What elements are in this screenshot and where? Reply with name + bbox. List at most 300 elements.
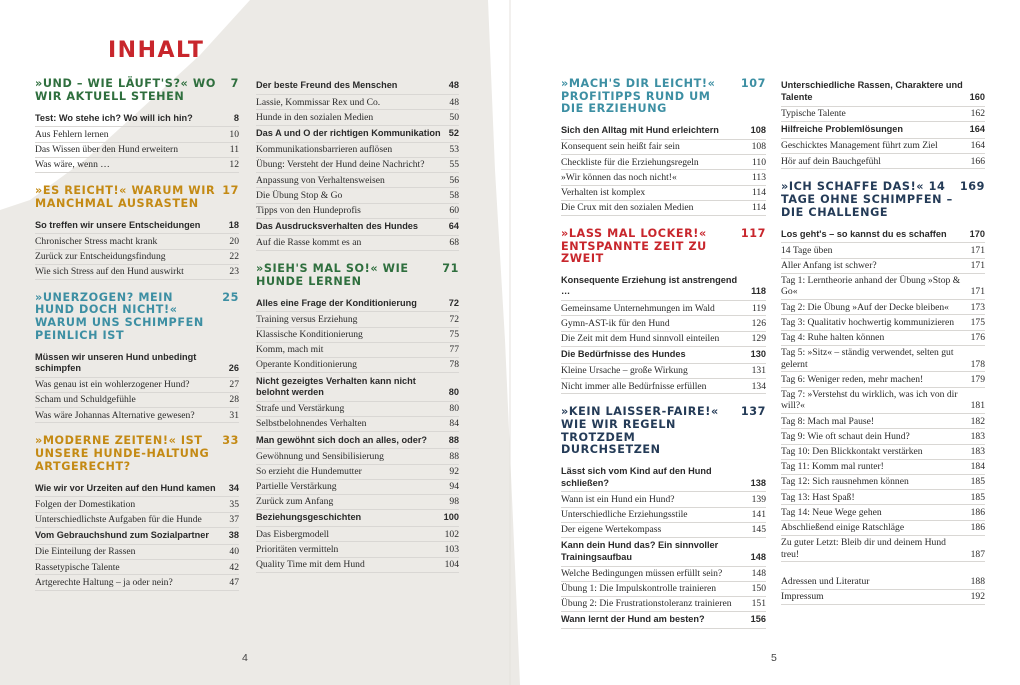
entry-title: Training versus Erziehung (256, 313, 358, 325)
chapter-page: 71 (442, 262, 459, 276)
chapter-heading (561, 228, 766, 266)
entry-title: Tag 5: »Sitz« – ständig verwendet, selten gut gelernt (781, 347, 954, 370)
toc-entry (256, 236, 459, 251)
entry-page: 134 (751, 380, 766, 392)
entry-page: 164 (969, 124, 985, 135)
toc-column-3 (561, 78, 766, 641)
entry-page: 8 (233, 112, 239, 123)
entry-title: Checkliste für die Erziehungsregeln (561, 156, 699, 168)
entry-title: Gewöhnung und Sensibilisierung (256, 450, 384, 462)
entry-title: Test: Wo stehe ich? Wo will ich hin? (35, 112, 193, 123)
entry-page: 162 (970, 107, 985, 119)
entry-title: Hilfreiche Problemlösungen (781, 124, 904, 135)
entry-page: 156 (750, 614, 766, 625)
toc-subheading (256, 373, 459, 402)
entry-page: 100 (443, 512, 459, 523)
chapter-page: 107 (740, 77, 766, 90)
toc-column-2 (256, 78, 459, 585)
entry-title: 14 Tage üben (781, 244, 833, 256)
entry-title: Das Wissen über den Hund erweitern (35, 143, 179, 155)
entry-page: 55 (449, 159, 459, 171)
entry-page: 50 (449, 111, 459, 123)
toc-subheading (561, 347, 766, 364)
entry-title: Tag 7: »Verstehst du wirklich, was ich von dir will?« (781, 389, 958, 412)
chapter-heading (35, 185, 239, 210)
entry-title: Unterschiedliche Erziehungsstile (561, 508, 688, 520)
entry-title: Vom Gebrauchshund zum Sozialpartner (35, 530, 209, 541)
toc-entry (35, 545, 239, 560)
toc-section (35, 435, 239, 590)
entry-title: Das A und O der richtigen Kommunikation (256, 127, 441, 138)
toc-column-1 (35, 78, 239, 603)
entry-title: Strafe und Verstärkung (256, 403, 345, 415)
toc-entry (561, 301, 766, 316)
toc-entry (781, 388, 985, 415)
toc-entry (781, 475, 985, 490)
entry-page: 184 (970, 461, 985, 473)
entry-title: Unterschiedliche Rassen, Charaktere und Talente (781, 80, 963, 102)
entry-page: 119 (751, 302, 766, 314)
toc-entry (781, 490, 985, 505)
toc-section (35, 292, 239, 424)
entry-title: Wie sich Stress auf den Hund auswirkt (35, 266, 184, 278)
toc-entry (35, 378, 239, 393)
entry-title: Beziehungsgeschichten (256, 512, 362, 523)
entry-page: 103 (444, 543, 459, 555)
toc-entry (256, 542, 459, 557)
entry-page: 173 (970, 301, 985, 313)
chapter-page: 7 (230, 77, 239, 90)
entry-page: 35 (229, 498, 239, 510)
toc-entry (35, 158, 239, 173)
toc-subheading (35, 528, 239, 545)
entry-title: Das Eisbergmodell (256, 528, 330, 540)
entry-title: Das Ausdrucksverhalten des Hundes (256, 221, 419, 232)
entry-title: Lassie, Kommissar Rex und Co. (256, 96, 381, 108)
entry-title: Anpassung von Verhaltensweisen (256, 174, 385, 186)
entry-title: So erzieht die Hundemutter (256, 465, 362, 477)
entry-page: 94 (449, 481, 459, 493)
toc-section (561, 78, 766, 216)
entry-title: Zu guter Letzt: Bleib dir und deinem Hund treu! (781, 537, 946, 560)
chapter-page: 25 (222, 290, 239, 304)
entry-page: 145 (751, 524, 766, 536)
entry-page: 23 (229, 266, 239, 278)
entry-page: 40 (229, 546, 239, 558)
toc-entry (781, 445, 985, 460)
toc-section (35, 78, 239, 173)
entry-title: Tag 4: Ruhe halten können (781, 332, 885, 344)
entry-page: 42 (229, 561, 239, 573)
toc-subheading (256, 126, 459, 143)
toc-entry (781, 259, 985, 274)
toc-entry (561, 155, 766, 170)
entry-title: Operante Konditionierung (256, 359, 357, 371)
entry-title: Quality Time mit dem Hund (256, 559, 365, 571)
chapter-title: »UNERZOGEN? MEIN HUND DOCH NICHT!« WARUM UNS SCHIMPFEN PEINLICH IST (35, 290, 204, 342)
entry-page: 183 (970, 445, 985, 457)
chapter-heading (35, 435, 239, 473)
toc-entry (781, 505, 985, 520)
toc-section (256, 263, 459, 573)
entry-title: Die Bedürfnisse des Hundes (561, 349, 686, 360)
entry-page: 31 (229, 409, 239, 421)
toc-subheading (35, 217, 239, 234)
chapter-page: 33 (222, 434, 239, 448)
entry-page: 164 (970, 140, 985, 152)
entry-title: Was wäre, wenn … (35, 159, 110, 171)
entry-title: Konsequent sein heißt fair sein (561, 141, 680, 153)
entry-title: Der beste Freund des Menschen (256, 80, 398, 91)
entry-title: Scham und Schuldgefühle (35, 394, 136, 406)
toc-entry (781, 414, 985, 429)
entry-title: Welche Bedingungen müssen erfüllt sein? (561, 567, 723, 579)
contents-heading: INHALT (108, 38, 205, 63)
toc-entry (256, 188, 459, 203)
entry-title: Konsequente Erziehung ist anstrengend … (561, 275, 738, 297)
toc-entry (781, 315, 985, 330)
entry-title: Nicht immer alle Bedürfnisse erfüllen (561, 380, 707, 392)
entry-title: »Wir können das noch nicht!« (561, 171, 677, 183)
toc-subheading (561, 273, 766, 302)
entry-page: 179 (970, 373, 985, 385)
entry-page: 110 (751, 156, 766, 168)
entry-title: Man gewöhnt sich doch an alles, oder? (256, 434, 428, 445)
entry-page: 118 (751, 286, 766, 297)
entry-page: 98 (449, 496, 459, 508)
entry-page: 130 (750, 349, 766, 360)
toc-entry (561, 170, 766, 185)
entry-title: Was wäre Johannas Alternative gewesen? (35, 409, 195, 421)
toc-subheading (781, 122, 985, 139)
chapter-heading (256, 263, 459, 288)
entry-title: So treffen wir unsere Entscheidungen (35, 219, 201, 230)
chapter-page: 137 (740, 405, 766, 419)
chapter-heading (781, 181, 985, 219)
entry-page: 26 (228, 363, 239, 374)
toc-entry (35, 393, 239, 408)
entry-page: 185 (970, 491, 985, 503)
entry-title: Tag 10: Den Blickkontakt verstärken (781, 445, 923, 457)
entry-page: 139 (751, 493, 766, 505)
toc-subheading (35, 349, 239, 378)
toc-subheading (256, 295, 459, 312)
entry-title: Tag 6: Weniger reden, mehr machen! (781, 373, 924, 385)
entry-page: 12 (229, 159, 239, 171)
chapter-page: 169 (959, 180, 985, 194)
toc-section (256, 78, 459, 251)
toc-subheading (561, 612, 766, 629)
toc-entry (781, 346, 985, 373)
toc-entry (781, 107, 985, 122)
entry-page: 92 (449, 465, 459, 477)
entry-page: 60 (449, 204, 459, 216)
entry-title: Chronischer Stress macht krank (35, 235, 158, 247)
toc-entry (561, 186, 766, 201)
entry-title: Alles eine Frage der Konditionierung (256, 297, 417, 308)
entry-title: Unterschiedlichste Aufgaben für die Hunde (35, 513, 202, 525)
entry-title: Tag 2: Die Übung »Auf der Decke bleiben« (781, 301, 949, 313)
toc-entry (781, 372, 985, 387)
entry-title: Aus Fehlern lernen (35, 128, 109, 140)
entry-page: 171 (970, 286, 985, 298)
toc-entry (256, 328, 459, 343)
toc-entry (256, 495, 459, 510)
entry-page: 175 (970, 316, 985, 328)
toc-subheading (781, 78, 985, 107)
toc-subheading (256, 219, 459, 236)
entry-title: Artgerechte Haltung – ja oder nein? (35, 576, 173, 588)
entry-page: 148 (751, 567, 766, 579)
toc-entry (561, 379, 766, 394)
entry-page: 171 (970, 244, 985, 256)
entry-page: 141 (751, 508, 766, 520)
entry-page: 102 (444, 528, 459, 540)
entry-page: 170 (969, 228, 985, 239)
entry-page: 131 (751, 365, 766, 377)
toc-entry (256, 465, 459, 480)
entry-title: Kleine Ursache – große Wirkung (561, 365, 688, 377)
toc-entry (35, 143, 239, 158)
toc-entry (35, 575, 239, 590)
entry-title: Müssen wir unseren Hund unbedingt schimpfen (35, 351, 197, 374)
entry-title: Übung 1: Die Impulskontrolle trainieren (561, 583, 717, 595)
entry-title: Gymn-AST-ik für den Hund (561, 317, 670, 329)
entry-page: 181 (970, 400, 985, 412)
chapter-title: »MACH'S DIR LEICHT!« PROFITIPPS RUND UM DIE ERZIEHUNG (561, 77, 716, 116)
entry-title: Tipps von den Hundeprofis (256, 204, 361, 216)
toc-entry (781, 139, 985, 154)
toc-entry (256, 558, 459, 573)
toc-section (781, 181, 985, 562)
entry-title: Übung 2: Die Frustrationstoleranz trainieren (561, 598, 732, 610)
entry-page: 104 (444, 559, 459, 571)
toc-section (781, 78, 985, 169)
entry-title: Folgen der Domestikation (35, 498, 136, 510)
entry-title: Tag 1: Lerntheorie anhand der Übung »Stop & Go« (781, 275, 961, 298)
entry-page: 138 (750, 477, 766, 488)
entry-title: Rassetypische Talente (35, 561, 120, 573)
toc-section (561, 406, 766, 629)
toc-entry (781, 521, 985, 536)
toc-entry (35, 127, 239, 142)
entry-page: 182 (970, 415, 985, 427)
entry-title: Die Crux mit den sozialen Medien (561, 202, 694, 214)
toc-entry (256, 158, 459, 173)
toc-subheading (256, 78, 459, 95)
toc-subheading (256, 432, 459, 449)
toc-entry (781, 154, 985, 169)
toc-entry (256, 358, 459, 373)
entry-page: 80 (449, 403, 459, 415)
entry-page: 27 (229, 379, 239, 391)
toc-entry (35, 408, 239, 423)
entry-page: 166 (970, 155, 985, 167)
entry-page: 186 (970, 506, 985, 518)
toc-section (781, 574, 985, 604)
entry-title: Tag 11: Komm mal runter! (781, 461, 884, 473)
toc-entry (256, 143, 459, 158)
entry-page: 178 (970, 358, 985, 370)
toc-entry (781, 460, 985, 475)
toc-entry (35, 234, 239, 249)
toc-entry (781, 300, 985, 315)
entry-page: 192 (970, 590, 985, 602)
entry-page: 75 (449, 329, 459, 341)
entry-page: 114 (751, 186, 766, 198)
toc-entry (256, 312, 459, 327)
entry-title: Die Zeit mit dem Hund sinnvoll einteilen (561, 333, 720, 345)
toc-entry (781, 590, 985, 605)
entry-page: 126 (751, 317, 766, 329)
entry-page: 187 (970, 548, 985, 560)
entry-title: Lässt sich vom Kind auf den Hund schließen? (561, 466, 712, 488)
entry-title: Abschließend einige Ratschläge (781, 521, 905, 533)
entry-title: Tag 14: Neue Wege gehen (781, 506, 882, 518)
entry-page: 160 (969, 91, 985, 102)
entry-page: 37 (229, 513, 239, 525)
entry-title: Aller Anfang ist schwer? (781, 259, 877, 271)
chapter-title: »KEIN LAISSER-FAIRE!« WIE WIR REGELN TROTZDEM DURCHSETZEN (561, 405, 719, 457)
toc-section (35, 185, 239, 280)
toc-entry (561, 597, 766, 612)
toc-subheading (35, 110, 239, 127)
toc-entry (256, 480, 459, 495)
chapter-title: »SIEH'S MAL SO!« WIE HUNDE LERNEN (256, 262, 409, 288)
entry-page: 151 (751, 598, 766, 610)
toc-entry (256, 173, 459, 188)
entry-page: 129 (751, 333, 766, 345)
entry-title: Komm, mach mit (256, 344, 324, 356)
entry-page: 22 (229, 250, 239, 262)
chapter-title: »LASS MAL LOCKER!« ENTSPANNTE ZEIT ZU ZWEIT (561, 226, 707, 266)
toc-entry (781, 331, 985, 346)
toc-entry (256, 527, 459, 542)
toc-entry (781, 536, 985, 563)
toc-subheading (256, 510, 459, 527)
toc-entry (781, 429, 985, 444)
toc-subheading (561, 123, 766, 140)
entry-page: 10 (229, 128, 239, 140)
entry-page: 56 (449, 174, 459, 186)
entry-page: 68 (449, 237, 459, 249)
entry-title: Die Übung Stop & Go (256, 189, 343, 201)
entry-title: Tag 13: Hast Spaß! (781, 491, 855, 503)
toc-entry (256, 449, 459, 464)
entry-page: 38 (228, 530, 239, 541)
toc-column-4 (781, 78, 985, 617)
chapter-page: 117 (740, 226, 766, 240)
chapter-title: »ICH SCHAFFE DAS!« 14 TAGE OHNE SCHIMPFEN – DIE CHALLENGE (781, 180, 953, 219)
entry-page: 28 (229, 394, 239, 406)
entry-title: Auf die Rasse kommt es an (256, 237, 362, 249)
entry-title: Kann dein Hund das? Ein sinnvoller Trainingsaufbau (561, 540, 719, 562)
entry-page: 183 (970, 430, 985, 442)
entry-page: 48 (448, 80, 459, 91)
toc-entry (561, 201, 766, 216)
toc-entry (256, 402, 459, 417)
entry-title: Partielle Verstärkung (256, 481, 337, 493)
chapter-title: »ES REICHT!« WARUM WIR MANCHMAL AUSRASTEN (35, 183, 216, 210)
toc-subheading (781, 226, 985, 243)
toc-entry (35, 250, 239, 265)
toc-section (561, 228, 766, 395)
toc-entry (781, 574, 985, 589)
entry-page: 72 (449, 313, 459, 325)
entry-page: 48 (449, 96, 459, 108)
entry-title: Die Einteilung der Rassen (35, 546, 136, 558)
entry-title: Impressum (781, 590, 824, 602)
entry-page: 114 (751, 202, 766, 214)
entry-page: 11 (229, 143, 239, 155)
chapter-heading (35, 292, 239, 342)
toc-subheading (561, 538, 766, 567)
toc-entry (256, 204, 459, 219)
entry-title: Wann ist ein Hund ein Hund? (561, 493, 675, 505)
toc-entry (35, 560, 239, 575)
toc-entry (561, 523, 766, 538)
chapter-heading (35, 78, 239, 103)
toc-subheading (35, 480, 239, 497)
toc-entry (561, 492, 766, 507)
chapter-title: »MODERNE ZEITEN!« IST UNSERE HUNDE-HALTUNG ARTGERECHT? (35, 434, 210, 473)
toc-entry (35, 513, 239, 528)
entry-page: 84 (449, 418, 459, 430)
entry-title: Typische Talente (781, 107, 846, 119)
entry-page: 150 (751, 583, 766, 595)
entry-title: Los geht's – so kannst du es schaffen (781, 228, 947, 239)
entry-title: Tag 12: Sich rausnehmen können (781, 476, 909, 488)
entry-page: 88 (449, 450, 459, 462)
entry-page: 108 (751, 141, 766, 153)
entry-page: 148 (750, 551, 766, 562)
entry-page: 52 (448, 127, 459, 138)
entry-title: Wann lernt der Hund am besten? (561, 614, 705, 625)
entry-title: Der eigene Wertekompass (561, 524, 662, 536)
toc-entry (561, 316, 766, 331)
entry-title: Verhalten ist komplex (561, 186, 646, 198)
entry-title: Hör auf dein Bauchgefühl (781, 155, 881, 167)
entry-title: Tag 3: Qualitativ hochwertig kommunizieren (781, 316, 955, 328)
entry-title: Zurück zum Anfang (256, 496, 334, 508)
entry-title: Hunde in den sozialen Medien (256, 111, 374, 123)
entry-page: 72 (448, 297, 459, 308)
entry-page: 78 (449, 359, 459, 371)
entry-page: 53 (449, 144, 459, 156)
toc-entry (256, 110, 459, 125)
chapter-heading (561, 406, 766, 456)
entry-page: 188 (970, 575, 985, 587)
entry-page: 77 (449, 344, 459, 356)
toc-entry (561, 332, 766, 347)
entry-page: 58 (449, 189, 459, 201)
page-number-right: 5 (771, 652, 777, 664)
entry-title: Adressen und Literatur (781, 575, 870, 587)
toc-entry (35, 497, 239, 512)
chapter-title: »UND – WIE LÄUFT'S?« WO WIR AKTUELL STEHEN (35, 77, 216, 103)
entry-page: 185 (970, 476, 985, 488)
entry-title: Kommunikationsbarrieren auflösen (256, 144, 393, 156)
chapter-page: 17 (222, 183, 239, 197)
entry-title: Tag 8: Mach mal Pause! (781, 415, 875, 427)
entry-page: 171 (970, 259, 985, 271)
toc-entry (781, 243, 985, 258)
toc-entry (256, 95, 459, 110)
entry-title: Selbstbelohnendes Verhalten (256, 418, 367, 430)
entry-title: Gemeinsame Unternehmungen im Wald (561, 302, 715, 314)
entry-page: 18 (228, 219, 239, 230)
entry-title: Klassische Konditionierung (256, 329, 363, 341)
